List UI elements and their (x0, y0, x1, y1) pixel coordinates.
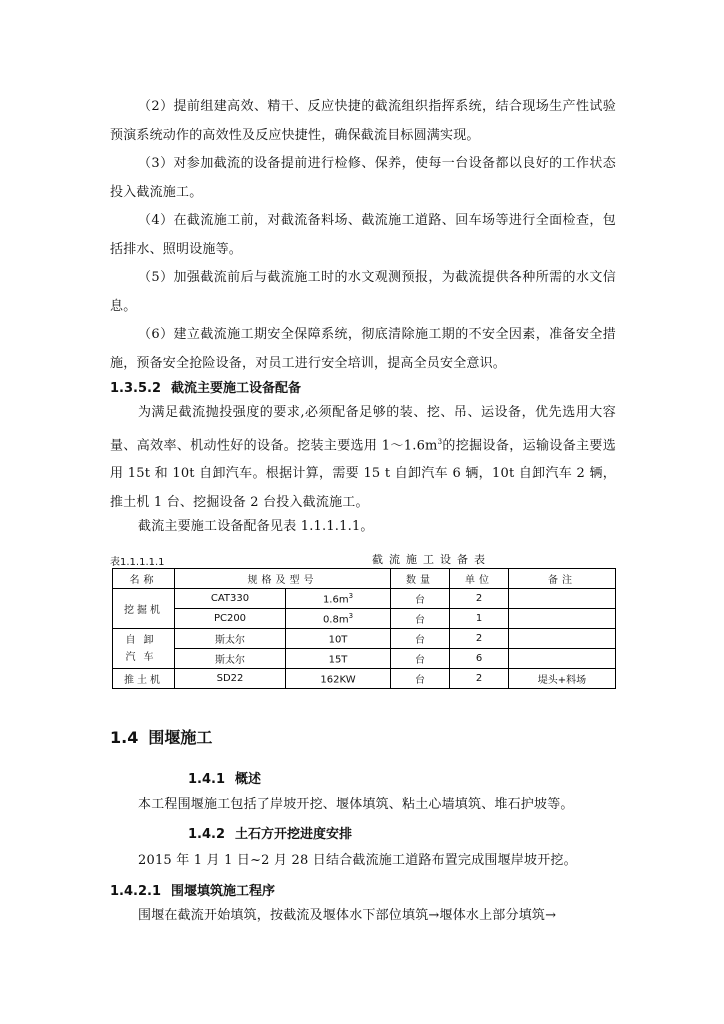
cell-unit: 台 (391, 649, 450, 669)
table-header-row (113, 569, 616, 589)
cell-note: 堤头+料场 (509, 669, 616, 689)
procedure-paragraph: 围堰在截流开始填筑，按截流及堰体水下部位填筑→堰体水上部分填筑→ (138, 908, 557, 923)
table-row (113, 609, 616, 629)
group-truck: 自卸汽车 (113, 629, 175, 669)
cell-model: 斯太尔 (175, 629, 286, 649)
cell-qty: 2 (450, 669, 509, 689)
cell-note (509, 629, 616, 649)
section-title: 截流主要施工设备配备 (171, 381, 302, 396)
equipment-paragraph: 为满足截流抛投强度的要求,必须配备足够的装、挖、吊、运设备，优先选用大容量、高效率、机动性好的设备。挖装主要选用 $1\sim 1.6m^3$的挖掘设备，运输设备主要选用 15t 和 10t 自卸汽车。根据计算，需要 15 t 自卸汽车 6 辆，10t 自卸汽车 2 辆，推土机 1 台、挖掘设备 2 台投入截流施工。 (110, 405, 616, 510)
section-heading-1352 (110, 377, 301, 396)
equipment-table (112, 568, 616, 689)
table-title: 截流施工设备表 (372, 553, 491, 566)
section-title: 土石方开挖进度安排 (235, 827, 353, 842)
group-bulldozer: 推土机 (113, 669, 175, 689)
section-heading-142 (188, 823, 352, 842)
overview-paragraph: 本工程围堰施工包括了岸坡开挖、堰体填筑、粘土心墙填筑、堆石护坡等。 (138, 797, 574, 812)
cell-note (509, 589, 616, 609)
table-row (113, 669, 616, 689)
cell-model: PC200 (175, 609, 286, 629)
table-reference-paragraph: 截流主要施工设备配备见表 1.1.1.1.1。 (138, 519, 374, 534)
chapter-heading-14 (110, 725, 212, 748)
cell-note (509, 609, 616, 629)
header-spec: 规格及型号 (175, 569, 391, 589)
paragraph-6: （6）建立截流施工期安全保障系统，彻底清除施工期的不安全因素，准备安全措施，预备安全抢险设备，对员工进行安全培训，提高全员安全意识。 (110, 327, 616, 371)
cell-model: SD22 (175, 669, 286, 689)
cell-model: 斯太尔 (175, 649, 286, 669)
section-number: 1.3.5.2 (110, 381, 161, 396)
section-number: 1.4.2.1 (110, 884, 161, 899)
schedule-paragraph: 2015 年 1 月 1 日~2 月 28 日结合截流施工道路布置完成围堰岸坡开挖。 (138, 853, 577, 868)
table-row (113, 649, 616, 669)
section-heading-141 (188, 768, 261, 787)
cell-spec: 162KW (286, 669, 391, 689)
cell-qty: 2 (450, 589, 509, 609)
cell-note (509, 649, 616, 669)
cell-qty: 1 (450, 609, 509, 629)
section-title: 围堰施工 (148, 728, 213, 747)
header-note: 备注 (509, 569, 616, 589)
section-number: 1.4.1 (188, 772, 226, 787)
table-number: 表1.1.1.1.1 (110, 557, 165, 568)
cell-unit: 台 (391, 589, 450, 609)
section-title: 围堰填筑施工程序 (171, 884, 276, 899)
section-number: 1.4 (110, 728, 139, 747)
cell-model: CAT330 (175, 589, 286, 609)
table-row (113, 629, 616, 649)
cell-unit: 台 (391, 669, 450, 689)
cell-unit: 台 (391, 629, 450, 649)
header-name: 名称 (113, 569, 175, 589)
header-unit: 单位 (450, 569, 509, 589)
table-caption (110, 551, 616, 569)
table-row (113, 589, 616, 609)
header-quantity: 数量 (391, 569, 450, 589)
cell-spec: 15T (286, 649, 391, 669)
group-excavator: 挖掘机 (113, 589, 175, 629)
cell-spec: 10T (286, 629, 391, 649)
cell-unit: 台 (391, 609, 450, 629)
paragraph-2: （2）提前组建高效、精干、反应快捷的截流组织指挥系统，结合现场生产性试验预演系统动作的高效性及反应快捷性，确保截流目标圆满实现。 (110, 99, 616, 143)
cell-spec: $1.6m^3$ (286, 589, 391, 609)
cell-qty: 6 (450, 649, 509, 669)
cell-spec: $0.8m^3$ (286, 609, 391, 629)
paragraph-5: （5）加强截流前后与截流施工时的水文观测预报，为截流提供各种所需的水文信息。 (110, 270, 616, 314)
paragraph-4: （4）在截流施工前，对截流备料场、截流施工道路、回车场等进行全面检查，包括排水、照明设施等。 (110, 213, 616, 257)
section-heading-1421 (110, 880, 275, 899)
cell-qty: 2 (450, 629, 509, 649)
section-title: 概述 (235, 772, 262, 787)
section-number: 1.4.2 (188, 827, 226, 842)
paragraph-3: （3）对参加截流的设备提前进行检修、保养，使每一台设备都以良好的工作状态投入截流施工。 (110, 156, 616, 200)
